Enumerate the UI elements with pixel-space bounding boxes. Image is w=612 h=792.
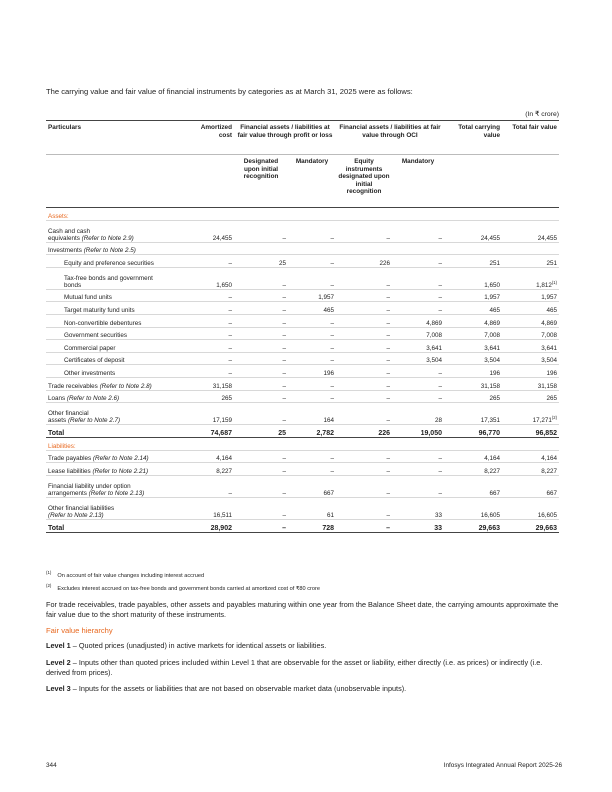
cell: – [288, 340, 336, 353]
cell: – [336, 377, 392, 390]
cell: – [336, 450, 392, 463]
level-3-text: Level 3 – Inputs for the assets or liabilities that are not based on observable market data (unobservable inputs). [46, 683, 407, 693]
row-label: Loans (Refer to Note 2.6) [46, 390, 186, 403]
cell: 24,455 [186, 220, 234, 242]
fair-value-hierarchy-heading: Fair value hierarchy [46, 626, 113, 636]
cell: 29,663 [502, 519, 559, 532]
cell: – [336, 463, 392, 476]
cell: – [336, 390, 392, 403]
notes-area [46, 568, 562, 694]
table-subheader-row [46, 155, 559, 208]
cell: 28,902 [186, 519, 234, 532]
cell: 465 [502, 302, 559, 315]
cell: – [186, 352, 234, 365]
cell: 1,650 [186, 267, 234, 289]
row-label: Cash and cash equivalents (Refer to Note 2.9) [46, 220, 186, 242]
cell: – [336, 475, 392, 497]
table-row [46, 475, 559, 497]
cell: – [234, 220, 288, 242]
cell: – [186, 255, 234, 268]
cell: 265 [186, 390, 234, 403]
row-label: Equity and preference securities [46, 255, 186, 268]
row-label: Trade payables (Refer to Note 2.14) [46, 450, 186, 463]
cell: – [288, 255, 336, 268]
cell: – [288, 314, 336, 327]
header-fvoci: Financial assets / liabilities at fair value through OCI [336, 121, 444, 155]
cell: 196 [444, 365, 502, 378]
cell: 4,869 [444, 314, 502, 327]
cell: 61 [288, 497, 336, 519]
cell: – [336, 519, 392, 532]
cell: – [392, 463, 444, 476]
table-row [46, 302, 559, 315]
cell: 7,008 [502, 327, 559, 340]
cell: 3,641 [502, 340, 559, 353]
cell: 96,852 [502, 425, 559, 438]
cell: 667 [288, 475, 336, 497]
page-number: 344 [46, 762, 57, 769]
cell: – [392, 220, 444, 242]
cell: – [234, 327, 288, 340]
level-2-text: Level 2 – Inputs other than quoted prices included within Level 1 that are observable for the asset or liability, either directly (i.e. as prices) or indirectly (i.e. derived from prices). [46, 657, 543, 677]
cell: – [336, 302, 392, 315]
cell: 7,008 [392, 327, 444, 340]
cell: – [186, 314, 234, 327]
table-row [46, 327, 559, 340]
cell: 251 [444, 255, 502, 268]
cell: – [336, 267, 392, 289]
cell: 226 [336, 425, 392, 438]
cell: – [336, 327, 392, 340]
row-label: Target maturity fund units [46, 302, 186, 315]
cell: 17,271$^{(2)}$ [502, 403, 559, 425]
row-label: Certificates of deposit [46, 352, 186, 365]
cell: 1,957 [288, 289, 336, 302]
cell: 3,641 [392, 340, 444, 353]
cell: – [336, 352, 392, 365]
header-particulars: Particulars [46, 121, 186, 155]
cell: 74,687 [186, 425, 234, 438]
row-label: Lease liabilities (Refer to Note 2.21) [46, 463, 186, 476]
cell: – [234, 475, 288, 497]
cell: 1,812$^{(1)}$ [502, 267, 559, 289]
cell: – [392, 302, 444, 315]
level-1-text: Level 1 – Quoted prices (unadjusted) in active markets for identical assets or liabilities. [46, 641, 327, 651]
cell: 24,455 [502, 220, 559, 242]
footnote-1: $^{(1)}$On account of fair value changes including interest accrued [46, 570, 205, 579]
cell: – [186, 475, 234, 497]
cell: – [392, 390, 444, 403]
cell: – [336, 497, 392, 519]
table-row [46, 390, 559, 403]
cell: – [234, 267, 288, 289]
cell: – [186, 327, 234, 340]
cell: 19,050 [392, 425, 444, 438]
table-row [46, 255, 559, 268]
table-row [46, 450, 559, 463]
cell: – [234, 302, 288, 315]
cell: – [288, 390, 336, 403]
row-label: Investments (Refer to Note 2.5) [46, 242, 559, 255]
total-row-liabilities [46, 519, 559, 532]
cell: 29,663 [444, 519, 502, 532]
cell: 17,159 [186, 403, 234, 425]
cell: – [392, 255, 444, 268]
table-row [46, 497, 559, 519]
cell: – [392, 450, 444, 463]
cell: 33 [392, 497, 444, 519]
header-fvtpl: Financial assets / liabilities at fair value through profit or loss [234, 121, 336, 155]
cell: 667 [502, 475, 559, 497]
cell: – [186, 365, 234, 378]
cell: – [392, 475, 444, 497]
cell: – [234, 314, 288, 327]
table-row [46, 220, 559, 242]
cell: 465 [444, 302, 502, 315]
header-mandatory-fvoci: Mandatory [392, 155, 444, 208]
cell: – [392, 289, 444, 302]
cell: – [288, 450, 336, 463]
cell: 8,227 [186, 463, 234, 476]
row-label: Trade receivables (Refer to Note 2.8) [46, 377, 186, 390]
row-label: Commercial paper [46, 340, 186, 353]
table-row [46, 365, 559, 378]
cell: 4,164 [186, 450, 234, 463]
table-row [46, 403, 559, 425]
cell: 31,158 [502, 377, 559, 390]
header-total-carrying-value: Total carrying value [444, 121, 502, 155]
table-header-row [46, 121, 559, 155]
header-total-fair-value: Total fair value [502, 121, 559, 155]
cell: – [288, 327, 336, 340]
table-row [46, 352, 559, 365]
cell: – [234, 340, 288, 353]
cell: 164 [288, 403, 336, 425]
cell: 3,641 [444, 340, 502, 353]
cell: 265 [502, 390, 559, 403]
table-row [46, 340, 559, 353]
cell: 28 [392, 403, 444, 425]
cell: – [234, 352, 288, 365]
total-row-assets [46, 425, 559, 438]
cell: 16,511 [186, 497, 234, 519]
cell: 25 [234, 425, 288, 438]
cell: 667 [444, 475, 502, 497]
cell: 1,650 [444, 267, 502, 289]
cell: – [336, 403, 392, 425]
cell: 16,605 [444, 497, 502, 519]
cell: 4,164 [444, 450, 502, 463]
cell: – [288, 377, 336, 390]
table-row [46, 463, 559, 476]
cell: – [234, 497, 288, 519]
row-label: Tax-free bonds and government bonds [46, 267, 186, 289]
cell: 3,504 [444, 352, 502, 365]
table-row [46, 377, 559, 390]
row-label: Government securities [46, 327, 186, 340]
row-label: Total [46, 425, 186, 438]
header-equity-designated: Equity instruments designated upon initial recognition [336, 155, 392, 208]
cell: – [392, 365, 444, 378]
cell: 196 [288, 365, 336, 378]
table-row [46, 267, 559, 289]
cell: 31,158 [444, 377, 502, 390]
cell: – [336, 314, 392, 327]
cell: 1,957 [502, 289, 559, 302]
cell: – [336, 289, 392, 302]
cell: 728 [288, 519, 336, 532]
cell: 1,957 [444, 289, 502, 302]
cell: – [186, 289, 234, 302]
cell: – [234, 450, 288, 463]
cell: – [234, 377, 288, 390]
cell: – [234, 289, 288, 302]
cell: 31,158 [186, 377, 234, 390]
row-label: Non-convertible debentures [46, 314, 186, 327]
cell: 2,782 [288, 425, 336, 438]
cell: 465 [288, 302, 336, 315]
cell: – [234, 390, 288, 403]
cell: – [234, 463, 288, 476]
row-label: Other investments [46, 365, 186, 378]
cell: 8,227 [502, 463, 559, 476]
cell: – [288, 220, 336, 242]
cell: 33 [392, 519, 444, 532]
cell: 25 [234, 255, 288, 268]
row-label: Other financial assets (Refer to Note 2.7) [46, 403, 186, 425]
table-row [46, 289, 559, 302]
cell: – [336, 365, 392, 378]
cell: 3,504 [502, 352, 559, 365]
report-title: Infosys Integrated Annual Report 2025-26 [443, 762, 562, 769]
currency-unit-note: (In ₹ crore) [525, 111, 559, 118]
cell: 265 [444, 390, 502, 403]
cell: – [186, 302, 234, 315]
cell: 196 [502, 365, 559, 378]
cell: 4,164 [502, 450, 559, 463]
cell: – [234, 403, 288, 425]
cell: – [336, 340, 392, 353]
section-title: Assets: [46, 208, 559, 221]
header-mandatory-fvtpl: Mandatory [288, 155, 336, 208]
cell: 17,351 [444, 403, 502, 425]
row-label: Other financial liabilities (Refer to Note 2.13) [46, 497, 186, 519]
cell: – [392, 267, 444, 289]
cell: – [234, 365, 288, 378]
cell: – [288, 463, 336, 476]
section-assets [46, 208, 559, 221]
section-title: Liabilities: [46, 438, 559, 451]
cell: 251 [502, 255, 559, 268]
header-designated: Designated upon initial recognition [234, 155, 288, 208]
cell: – [234, 519, 288, 532]
row-label: Total [46, 519, 186, 532]
carrying-amount-paragraph: For trade receivables, trade payables, other assets and payables maturing within one year from the Balance Sheet date, the carrying amounts approximate the fair value due to the short maturity of these instruments. [46, 599, 559, 620]
row-label: Mutual fund units [46, 289, 186, 302]
table-row [46, 314, 559, 327]
cell: – [392, 377, 444, 390]
cell: – [288, 352, 336, 365]
cell: – [186, 340, 234, 353]
table-row [46, 242, 559, 255]
cell: 16,605 [502, 497, 559, 519]
cell: 4,869 [392, 314, 444, 327]
cell: – [336, 220, 392, 242]
cell: 4,869 [502, 314, 559, 327]
cell: 3,504 [392, 352, 444, 365]
financial-instruments-table [46, 120, 559, 533]
cell: 7,008 [444, 327, 502, 340]
footnote-2: $^{(2)}$Excludes interest accrued on tax-free bonds and government bonds carried at amortized cost of ₹80 crore [46, 583, 320, 593]
row-label: Financial liability under option arrangements (Refer to Note 2.13) [46, 475, 186, 497]
cell: 226 [336, 255, 392, 268]
section-liabilities [46, 438, 559, 451]
cell: 8,227 [444, 463, 502, 476]
cell: – [288, 267, 336, 289]
header-amortized-cost: Amortized cost [186, 121, 234, 155]
cell: 24,455 [444, 220, 502, 242]
intro-text: The carrying value and fair value of financial instruments by categories as at March 31, 2025 were as follows: [46, 87, 413, 96]
cell: 96,770 [444, 425, 502, 438]
